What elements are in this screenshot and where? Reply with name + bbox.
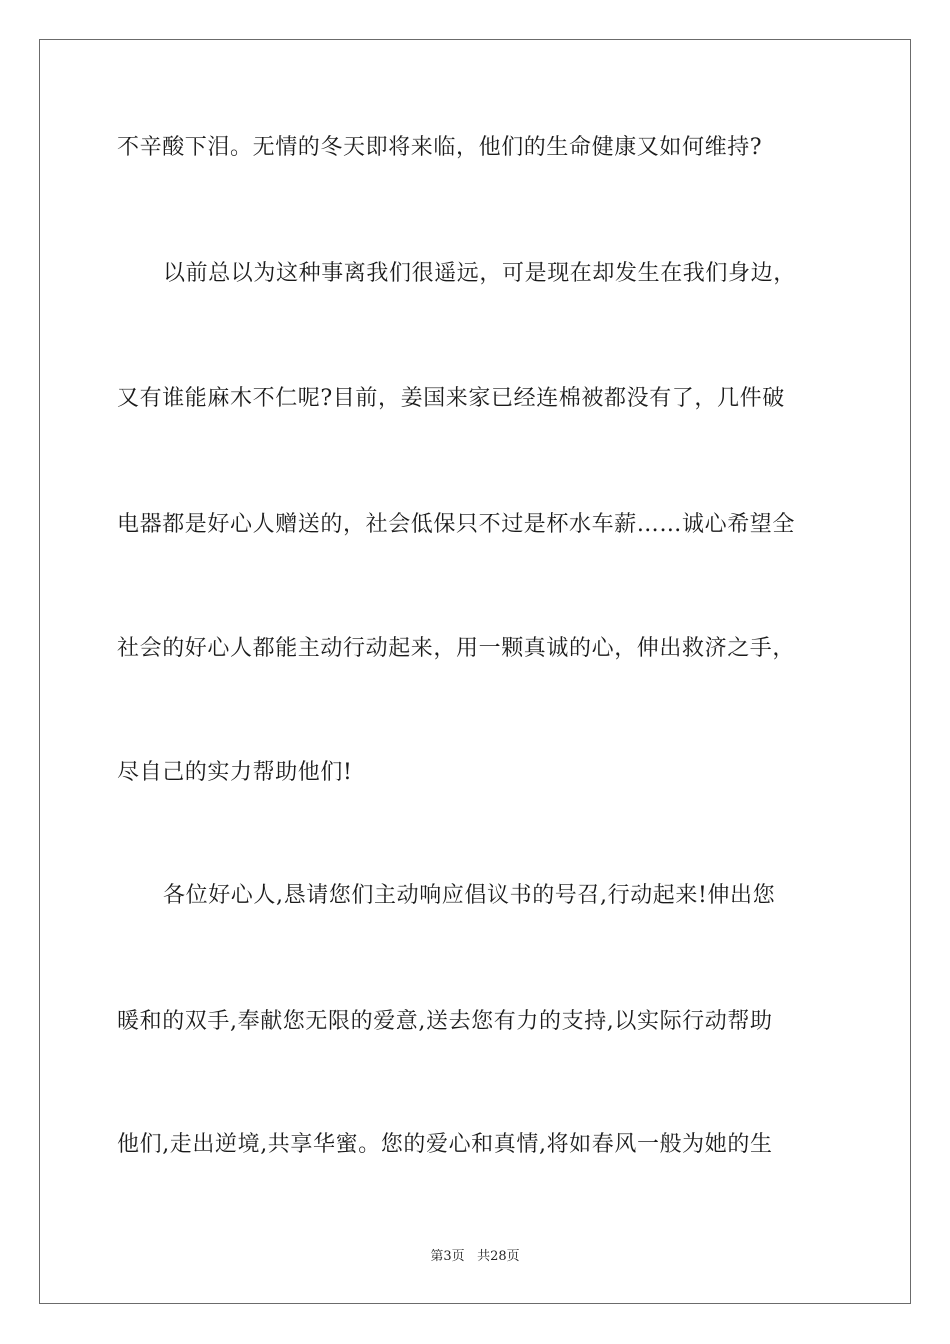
text-line-3: 又有谁能麻木不仁呢?目前，姜国来家已经连棉被都没有了，几件破 — [117, 386, 785, 411]
text-line-6: 尽自己的实力帮助他们! — [117, 760, 353, 785]
text-line-5: 社会的好心人都能主动行动起来，用一颗真诚的心，伸出救济之手， — [117, 636, 796, 661]
page-total: 共28页 — [477, 1249, 520, 1264]
text-line-4: 电器都是好心人赠送的，社会低保只不过是杯水车薪……诚心希望全 — [117, 512, 796, 537]
text-line-2: 以前总以为这种事离我们很遥远，可是现在却发生在我们身边， — [163, 261, 796, 286]
text-line-8: 暖和的双手,奉献您无限的爱意,送去您有力的支持,以实际行动帮助 — [117, 1009, 773, 1034]
page-border — [39, 39, 911, 1304]
page-footer — [0, 1248, 950, 1266]
text-line-7: 各位好心人,恳请您们主动响应倡议书的号召,行动起来!伸出您 — [163, 883, 776, 908]
text-line-1: 不辛酸下泪。无情的冬天即将来临，他们的生命健康又如何维持? — [117, 135, 763, 160]
text-line-9: 他们,走出逆境,共享华蜜。您的爱心和真情,将如春风一般为她的生 — [117, 1132, 773, 1157]
page-number: 第3页 — [430, 1249, 465, 1264]
